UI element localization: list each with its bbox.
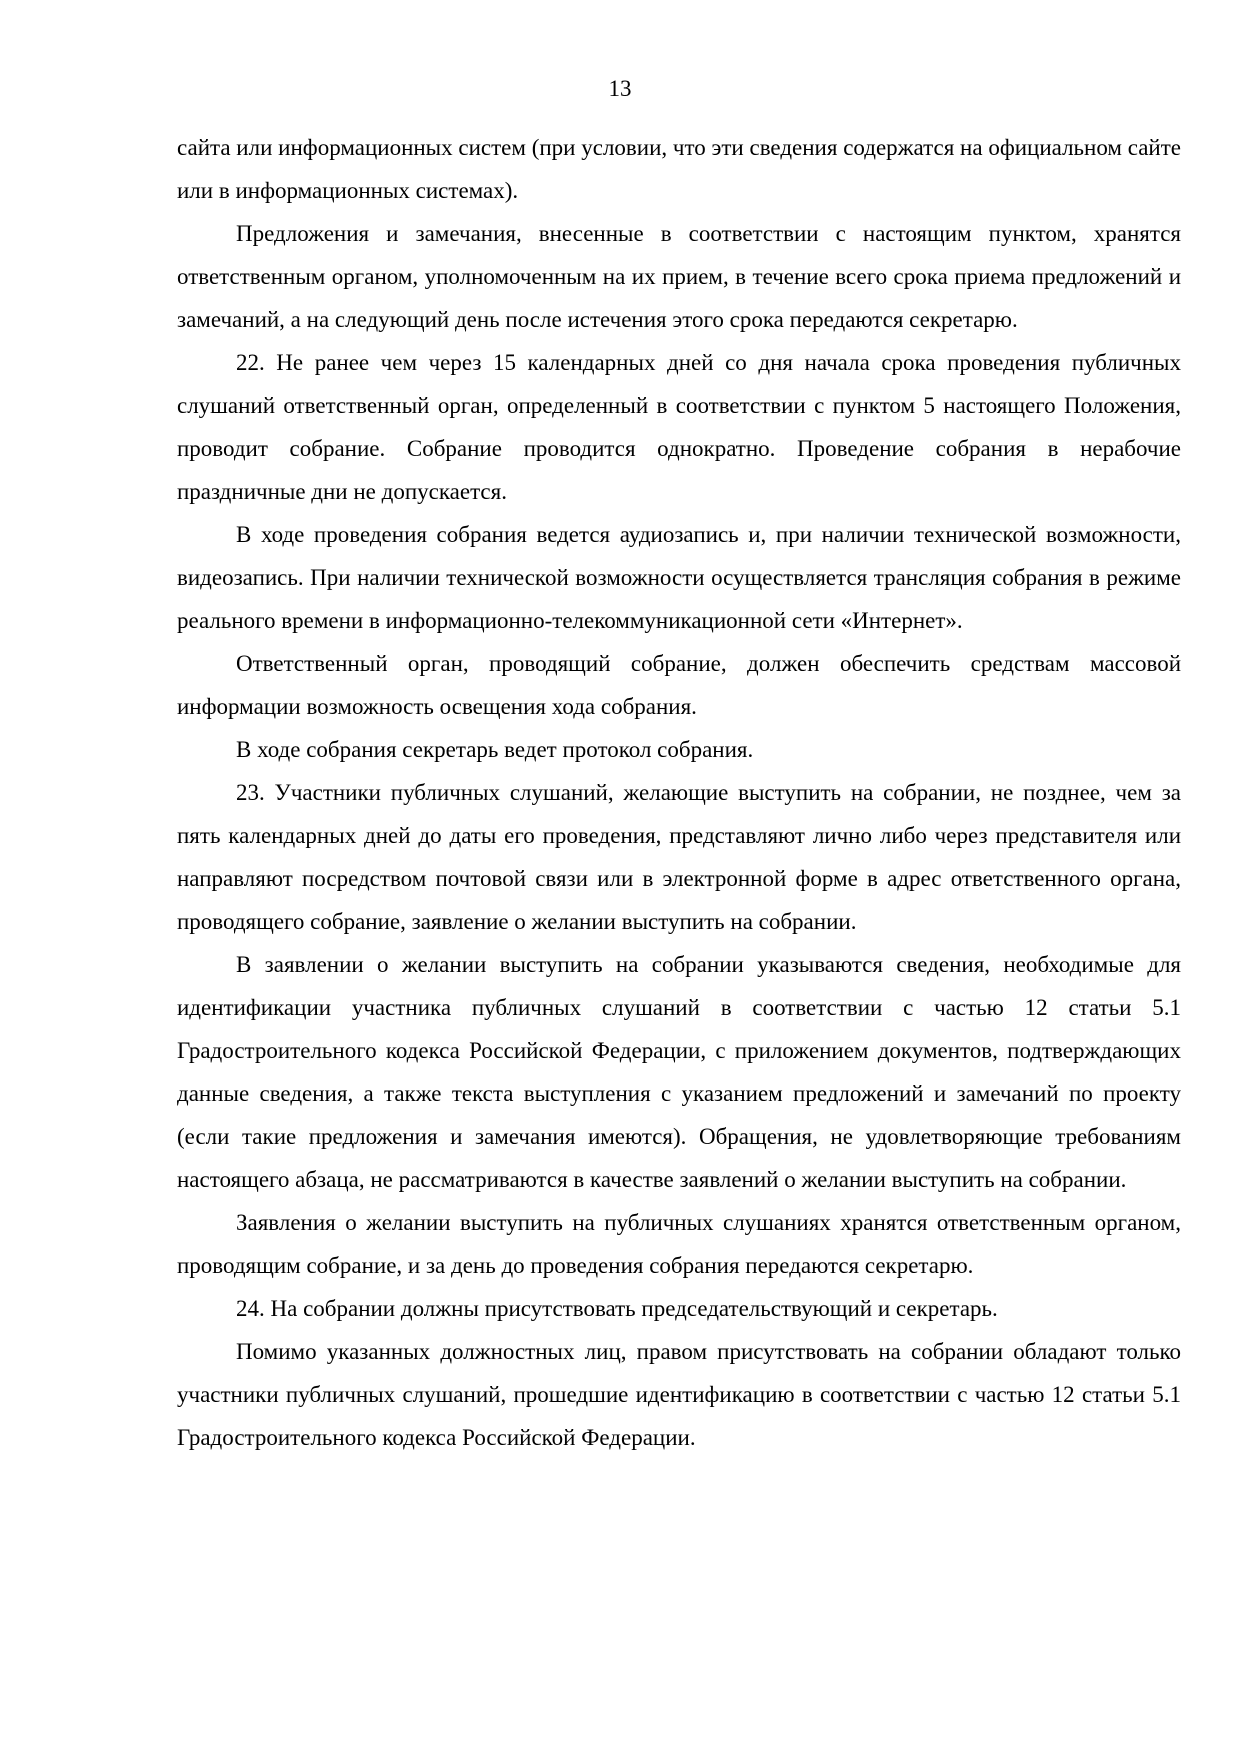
paragraph-clause-24: 24. На собрании должны присутствовать председательствующий и секретарь. xyxy=(236,1296,998,1321)
paragraph: Ответственный орган, проводящий собрание, должен обеспечить средствам массовой информации возможность освещения хода собрания. xyxy=(177,651,1181,719)
paragraph: Заявления о желании выступить на публичных слушаниях хранятся ответственным органом, проводящим собрание, и за день до проведения собрания передаются секретарю. xyxy=(177,1210,1181,1278)
body-text xyxy=(177,126,1181,1459)
paragraph: Помимо указанных должностных лиц, правом присутствовать на собрании обладают только участники публичных слушаний, прошедшие идентификацию в соответствии с частью 12 статьи 5.1 Градостроительного кодекса Российской Федерации. xyxy=(177,1339,1181,1450)
paragraph: В ходе собрания секретарь ведет протокол собрания. xyxy=(236,737,754,762)
page-number: 13 xyxy=(608,76,632,101)
paragraph: В заявлении о желании выступить на собрании указываются сведения, необходимые для идентификации участника публичных слушаний в соответствии с частью 12 статьи 5.1 Градостроительного кодекса Российской Федерации, с приложением документов, подтверждающих данные сведения, а также текста выступления с указанием предложений и замечаний по проекту (если такие предложения и замечания имеются). Обращения, не удовлетворяющие требованиям настоящего абзаца, не рассматриваются в качестве заявлений о желании выступить на собрании. xyxy=(177,952,1181,1192)
paragraph-clause-23: 23. Участники публичных слушаний, желающие выступить на собрании, не позднее, чем за пять календарных дней до даты его проведения, представляют лично либо через представителя или направляют посредством почтовой связи или в электронной форме в адрес ответственного органа, проводящего собрание, заявление о желании выступить на собрании. xyxy=(177,780,1181,934)
paragraph-clause-22: 22. Не ранее чем через 15 календарных дней со дня начала срока проведения публичных слушаний ответственный орган, определенный в соответствии с пунктом 5 настоящего Положения, проводит собрание. Собрание проводится однократно. Проведение собрания в нерабочие праздничные дни не допускается. xyxy=(177,350,1181,504)
paragraph: сайта или информационных систем (при условии, что эти сведения содержатся на официальном сайте или в информационных системах). xyxy=(177,135,1181,203)
paragraph: В ходе проведения собрания ведется аудиозапись и, при наличии технической возможности, видеозапись. При наличии технической возможности осуществляется трансляция собрания в режиме реального времени в информационно-телекоммуникационной сети «Интернет». xyxy=(177,522,1181,633)
paragraph: Предложения и замечания, внесенные в соответствии с настоящим пунктом, хранятся ответственным органом, уполномоченным на их прием, в течение всего срока приема предложений и замечаний, а на следующий день после истечения этого срока передаются секретарю. xyxy=(177,221,1181,332)
